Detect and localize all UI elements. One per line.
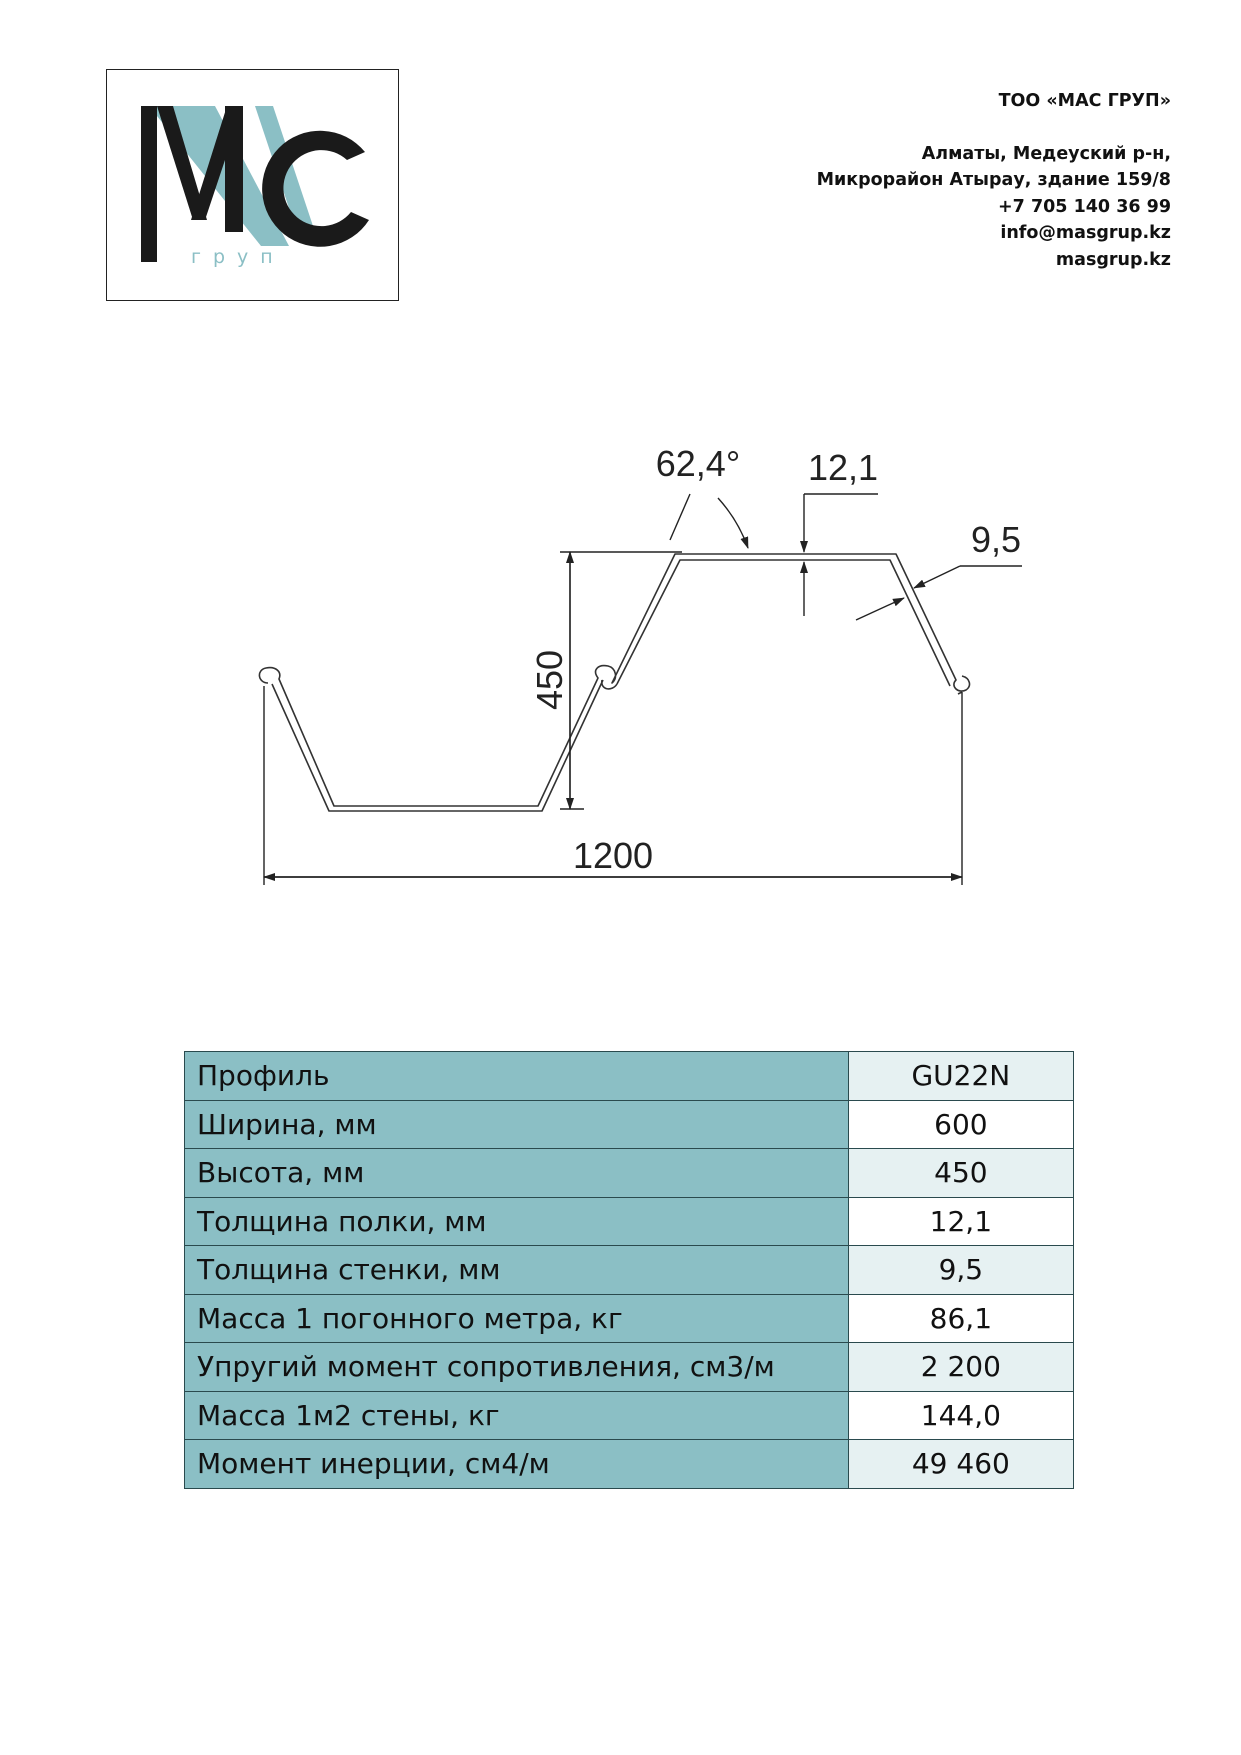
table-row [185, 1246, 1074, 1295]
spec-label: Высота, мм [185, 1149, 849, 1198]
web-thickness-dimension [856, 566, 1022, 620]
spec-label: Масса 1 погонного метра, кг [185, 1294, 849, 1343]
flange-thickness-dimension [804, 494, 878, 616]
phone: +7 705 140 36 99 [998, 196, 1171, 217]
spec-value: 144,0 [848, 1391, 1073, 1440]
table-row [185, 1294, 1074, 1343]
table-row [185, 1391, 1074, 1440]
table-row [185, 1100, 1074, 1149]
sheet-pile-outline [259, 554, 969, 811]
table-row [185, 1052, 1074, 1101]
angle-label: 62,4° [655, 443, 741, 484]
spec-value: 86,1 [848, 1294, 1073, 1343]
website: masgrup.kz [1055, 249, 1171, 270]
height-label: 450 [529, 649, 570, 711]
company-name: ТОО «МАС ГРУП» [998, 91, 1171, 111]
spec-value: GU22N [848, 1052, 1073, 1101]
spec-value: 9,5 [848, 1246, 1073, 1295]
spec-label: Момент инерции, см4/м [185, 1440, 849, 1489]
spec-label: Упругий момент сопротивления, см3/м [185, 1343, 849, 1392]
flange-thickness-label: 12,1 [807, 447, 879, 488]
logo-subtitle: груп [191, 246, 285, 268]
spec-label: Профиль [185, 1052, 849, 1101]
spec-value: 12,1 [848, 1197, 1073, 1246]
table-row [185, 1343, 1074, 1392]
address-line-2: Микрорайон Атырау, здание 159/8 [816, 170, 1171, 190]
angle-dimension [670, 494, 748, 548]
spec-value: 600 [848, 1100, 1073, 1149]
spec-label: Масса 1м2 стены, кг [185, 1391, 849, 1440]
table-row [185, 1149, 1074, 1198]
address-line-1: Алматы, Медеуский р-н, [921, 143, 1171, 164]
table-row [185, 1440, 1074, 1489]
spec-label: Толщина стенки, мм [185, 1246, 849, 1295]
width-label: 1200 [572, 835, 654, 876]
spec-value: 2 200 [848, 1343, 1073, 1392]
table-row [185, 1197, 1074, 1246]
spec-label: Толщина полки, мм [185, 1197, 849, 1246]
spec-value: 49 460 [848, 1440, 1073, 1489]
spec-table [184, 1051, 1074, 1489]
email: info@masgrup.kz [1000, 223, 1171, 243]
spec-label: Ширина, мм [185, 1100, 849, 1149]
spec-value: 450 [848, 1149, 1073, 1198]
web-thickness-label: 9,5 [970, 519, 1022, 560]
